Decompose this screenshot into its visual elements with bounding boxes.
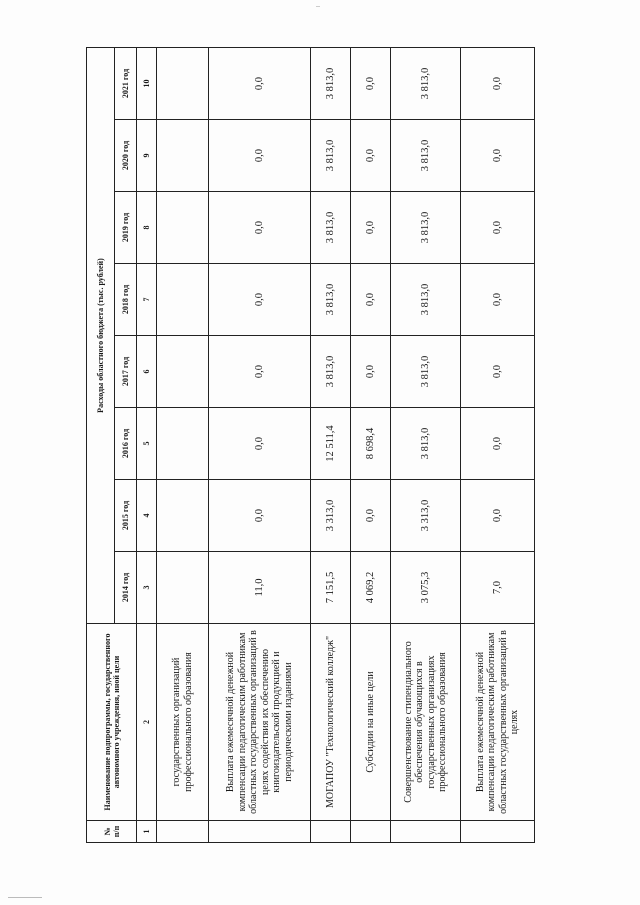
row-value: 3 813,0	[391, 408, 461, 480]
table-row	[461, 48, 535, 843]
row-number	[209, 821, 311, 843]
row-value: 0,0	[461, 192, 535, 264]
row-value	[157, 408, 209, 480]
row-value: 0,0	[461, 264, 535, 336]
header-name: Наименование подпрограммы, государственного автономного учреждения, иной цели	[87, 624, 137, 821]
row-value: 0,0	[461, 336, 535, 408]
row-value: 8 698,4	[351, 408, 391, 480]
row-value: 3 813,0	[391, 120, 461, 192]
row-name: государственных организаций профессионального образования	[157, 624, 209, 821]
row-value: 0,0	[461, 408, 535, 480]
column-number: 3	[137, 552, 157, 624]
row-number	[391, 821, 461, 843]
header-year: 2018 год	[115, 264, 137, 336]
row-value: 0,0	[209, 120, 311, 192]
header-year: 2014 год	[115, 552, 137, 624]
row-value: 0,0	[209, 264, 311, 336]
column-number: 4	[137, 480, 157, 552]
header-year: 2015 год	[115, 480, 137, 552]
table-row	[157, 48, 209, 843]
table-row	[311, 48, 351, 843]
row-value: 0,0	[461, 48, 535, 120]
column-number: 9	[137, 120, 157, 192]
header-year: 2019 год	[115, 192, 137, 264]
column-number: 10	[137, 48, 157, 120]
row-number	[311, 821, 351, 843]
row-value	[157, 480, 209, 552]
row-value: 0,0	[209, 192, 311, 264]
table-row	[351, 48, 391, 843]
header-year: 2017 год	[115, 336, 137, 408]
scan-footer-mark	[8, 897, 42, 898]
row-name: Субсидии на иные цели	[351, 624, 391, 821]
row-value: 0,0	[351, 192, 391, 264]
header-num: № п/п	[87, 821, 137, 843]
row-value: 0,0	[461, 480, 535, 552]
row-value: 0,0	[351, 120, 391, 192]
row-value: 3 813,0	[391, 264, 461, 336]
row-value: 3 813,0	[311, 192, 351, 264]
row-value: 0,0	[209, 48, 311, 120]
row-value	[157, 264, 209, 336]
row-value	[157, 336, 209, 408]
row-value: 7,0	[461, 552, 535, 624]
row-name: Совершенствование стипендиального обеспечения обучающихся в государственных организациях профессионального образования	[391, 624, 461, 821]
row-value: 3 313,0	[391, 480, 461, 552]
row-value: 3 813,0	[391, 336, 461, 408]
column-numbers-row	[137, 48, 157, 843]
budget-table	[86, 47, 535, 843]
row-value: 3 313,0	[311, 480, 351, 552]
header-budget: Расходы областного бюджета (тыс. рублей)	[87, 48, 115, 624]
row-value	[157, 192, 209, 264]
table-row	[391, 48, 461, 843]
column-number: 6	[137, 336, 157, 408]
row-value: 0,0	[209, 336, 311, 408]
row-value: 0,0	[209, 480, 311, 552]
row-value: 3 813,0	[311, 336, 351, 408]
column-number: 5	[137, 408, 157, 480]
row-value: 3 813,0	[391, 48, 461, 120]
row-value: 0,0	[351, 264, 391, 336]
row-value: 0,0	[461, 120, 535, 192]
column-number: 2	[137, 624, 157, 821]
row-value: 3 813,0	[311, 120, 351, 192]
row-value: 0,0	[209, 408, 311, 480]
row-value: 3 813,0	[311, 264, 351, 336]
row-value: 3 813,0	[311, 48, 351, 120]
column-number: 1	[137, 821, 157, 843]
row-value: 11,0	[209, 552, 311, 624]
row-value	[157, 48, 209, 120]
header-year: 2016 год	[115, 408, 137, 480]
scan-artifact	[316, 6, 320, 7]
row-value	[157, 120, 209, 192]
row-number	[461, 821, 535, 843]
row-value: 0,0	[351, 480, 391, 552]
row-name: Выплата ежемесячной денежной компенсации педагогическим работникам областных государственных организаций в целях	[461, 624, 535, 821]
row-name: Выплата ежемесячной денежной компенсации педагогическим работникам областных государственных организаций в целях содействия их обеспечению книгоиздательской продукцией и периодическими изданиями	[209, 624, 311, 821]
row-name: МОГАПОУ "Технологический колледж"	[311, 624, 351, 821]
row-value: 3 075,3	[391, 552, 461, 624]
table-row	[209, 48, 311, 843]
row-value: 0,0	[351, 48, 391, 120]
header-year: 2020 год	[115, 120, 137, 192]
rotated-table-wrapper	[86, 48, 534, 843]
header-row-1	[87, 48, 115, 843]
row-value: 3 813,0	[391, 192, 461, 264]
column-number: 8	[137, 192, 157, 264]
row-value: 0,0	[351, 336, 391, 408]
row-value	[157, 552, 209, 624]
row-value: 12 511,4	[311, 408, 351, 480]
column-number: 7	[137, 264, 157, 336]
header-year: 2021 год	[115, 48, 137, 120]
row-value: 7 151,5	[311, 552, 351, 624]
row-number	[157, 821, 209, 843]
row-number	[351, 821, 391, 843]
row-value: 4 069,2	[351, 552, 391, 624]
